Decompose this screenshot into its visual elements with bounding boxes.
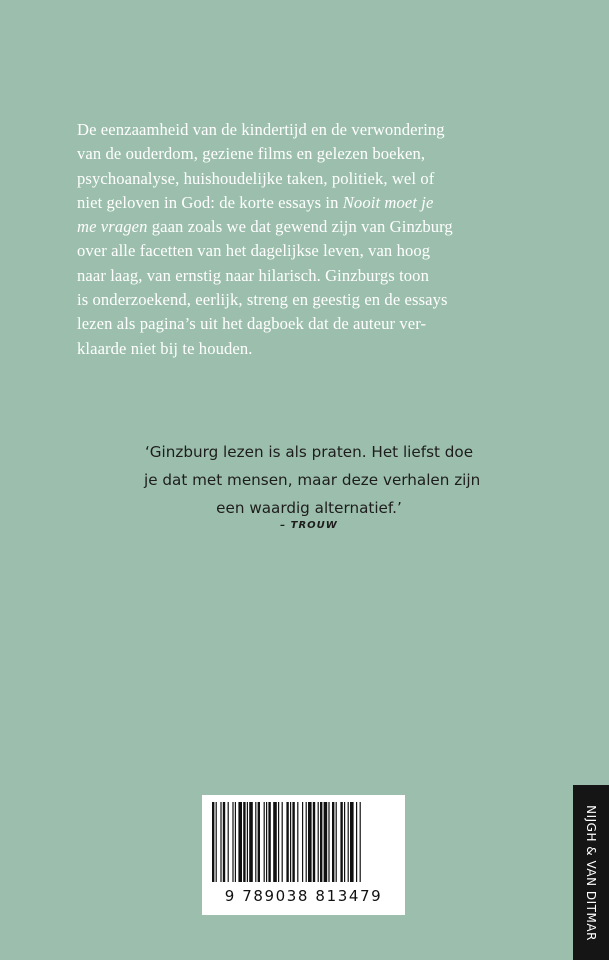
- barcode-bar: [228, 802, 229, 882]
- barcode-bar: [249, 802, 253, 882]
- barcode-bar: [318, 802, 319, 882]
- barcode-bar: [278, 802, 279, 882]
- barcode-bar: [313, 802, 315, 882]
- barcode-bar: [220, 802, 221, 882]
- barcode-bar: [255, 802, 256, 882]
- barcode-bar: [328, 802, 329, 882]
- blurb-line: over alle facetten van het dagelijkse leven, van hoog: [77, 241, 431, 261]
- quote-line: je dat met mensen, maar deze verhalen zijn: [144, 471, 481, 489]
- barcode-bar: [302, 802, 303, 882]
- barcode-bar: [344, 802, 345, 882]
- blurb-line: van de ouderdom, geziene films en gelezen boeken,: [77, 144, 426, 164]
- blurb-line: is onderzoekend, eerlijk, streng en geestig en de essays: [77, 290, 448, 310]
- barcode-bar: [332, 802, 334, 882]
- barcode-bar: [243, 802, 245, 882]
- barcode-bar: [340, 802, 342, 882]
- barcode-bar: [282, 802, 283, 882]
- barcode-bar: [356, 802, 357, 882]
- barcode-bar: [247, 802, 248, 882]
- barcode-bar: [232, 802, 233, 882]
- barcode-bar: [290, 802, 291, 882]
- book-title-italic: me vragen: [77, 217, 148, 237]
- back-cover-blurb: [77, 118, 547, 361]
- barcode-bar: [235, 802, 236, 882]
- barcode-bar: [273, 802, 277, 882]
- barcode-bars: [209, 802, 398, 886]
- blurb-text: niet geloven in God: de korte essays in: [77, 192, 343, 212]
- barcode-bar: [286, 802, 288, 882]
- barcode-bar: [308, 802, 312, 882]
- barcode-bar: [320, 802, 322, 882]
- barcode-bar: [216, 802, 217, 882]
- barcode-bar: [268, 802, 270, 882]
- barcode-bar: [306, 802, 307, 882]
- quote-line: een waardig alternatief.’: [216, 499, 402, 517]
- barcode-bar: [266, 802, 267, 882]
- blurb-line: De eenzaamheid van de kindertijd en de verwondering: [77, 120, 445, 139]
- barcode-bar: [348, 802, 349, 882]
- blurb-line: naar laag, van ernstig naar hilarisch. Ginzburgs toon: [77, 265, 429, 285]
- isbn-number: 9 789038 813479: [224, 887, 383, 905]
- blurb-line: lezen als pagina’s uit het dagboek dat de auteur ver-: [77, 314, 427, 334]
- isbn-barcode: [202, 795, 405, 915]
- barcode-bar: [336, 802, 337, 882]
- blurb-line: psychoanalyse, huishoudelijke taken, politiek, wel of: [77, 168, 435, 188]
- barcode-bar: [264, 802, 265, 882]
- blurb-text: gaan zoals we dat gewend zijn van Ginzburg: [147, 217, 453, 237]
- barcode-bar: [223, 802, 225, 882]
- book-title-italic: Nooit moet je: [342, 192, 434, 212]
- quote-line: ‘Ginzburg lezen is als praten. Het liefst doe: [144, 443, 474, 461]
- blurb-line: [77, 191, 547, 215]
- barcode-bar: [360, 802, 361, 882]
- barcode-bar: [324, 802, 328, 882]
- review-quote: [144, 438, 481, 522]
- barcode-bar: [350, 802, 354, 882]
- barcode-bar: [292, 802, 294, 882]
- barcode-bar: [212, 802, 214, 882]
- blurb-line: [77, 215, 547, 239]
- barcode-bar: [297, 802, 298, 882]
- publisher-label: [573, 785, 609, 960]
- barcode-bar: [258, 802, 260, 882]
- publisher-name: NIJGH & VAN DITMAR: [584, 805, 598, 941]
- barcode-bar: [238, 802, 242, 882]
- blurb-line: klaarde niet bij te houden.: [77, 338, 253, 358]
- quote-attribution: – TROUW: [280, 520, 338, 531]
